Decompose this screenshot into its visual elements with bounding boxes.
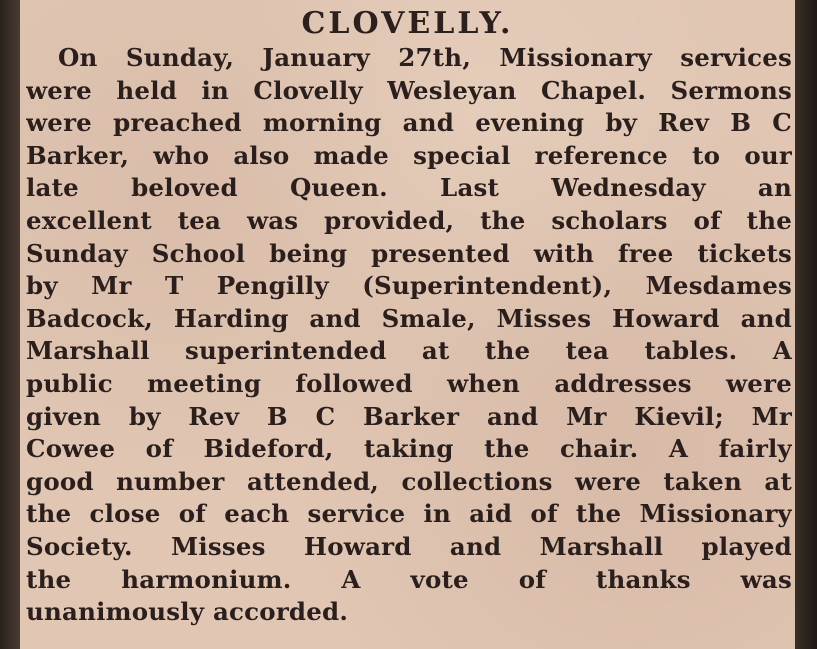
article-line: the close of each service in aid of the Missionary: [26, 499, 792, 529]
article-line: Sunday School being presented with free tickets: [26, 238, 792, 268]
article-line: given by Rev B C Barker and Mr Kievil; Mr: [26, 401, 792, 431]
article-line: Barker, who also made special reference to our: [26, 140, 792, 170]
article-line: the harmonium. A vote of thanks was: [26, 564, 792, 594]
newspaper-clipping: [20, 0, 795, 649]
article-line: On Sunday, January 27th, Missionary services: [58, 43, 792, 72]
article-line: Cowee of Bideford, taking the chair. A fairly: [26, 434, 792, 464]
article-line: Marshall superintended at the tea tables. A: [26, 336, 792, 366]
article-line: Society. Misses Howard and Marshall played: [26, 531, 792, 561]
article-line: public meeting followed when addresses were: [26, 368, 792, 398]
article-line: were preached morning and evening by Rev B C: [26, 108, 792, 138]
article-line: good number attended, collections were taken at: [26, 466, 792, 496]
article-line: unanimously accorded.: [26, 597, 349, 627]
article-body: [26, 42, 792, 629]
article-line: by Mr T Pengilly (Superintendent), Mesdames: [26, 271, 792, 301]
article-line: late beloved Queen. Last Wednesday an: [26, 173, 792, 203]
article-headline: CLOVELLY.: [301, 6, 514, 41]
page-edge-left: [0, 0, 20, 649]
page-edge-right: [795, 0, 817, 649]
article-line: excellent tea was provided, the scholars of the: [26, 205, 792, 235]
article-line: Badcock, Harding and Smale, Misses Howard and: [26, 303, 792, 333]
article-line: were held in Clovelly Wesleyan Chapel. Sermons: [26, 75, 792, 105]
